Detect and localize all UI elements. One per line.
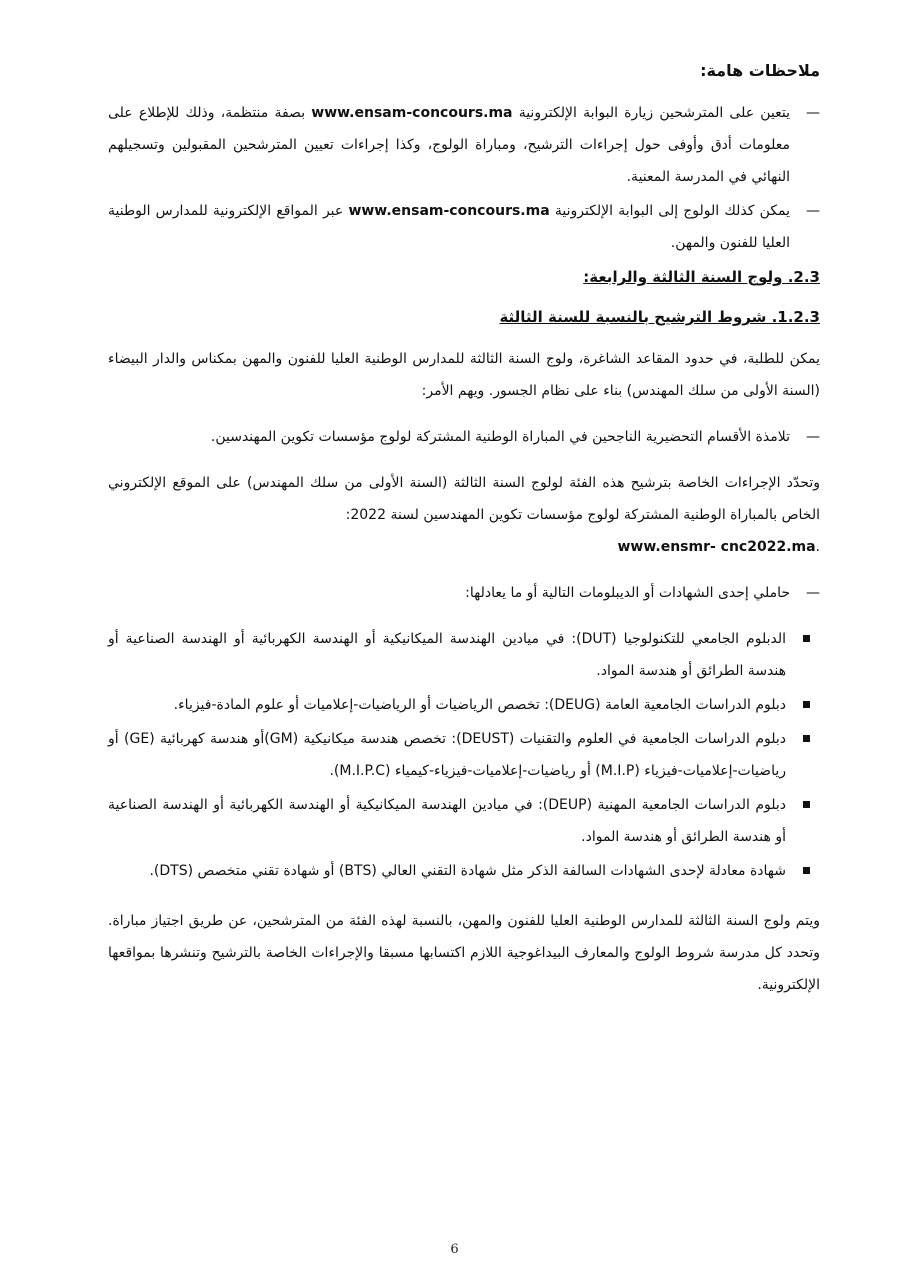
square-bullet <box>803 701 810 708</box>
candidate-item-diploma <box>108 577 820 609</box>
diploma-item-dut <box>108 623 814 687</box>
square-bullet <box>803 635 810 642</box>
note-text: يتعين على المترشحين زيارة البوابة الإلكترونية <box>512 105 790 121</box>
square-bullet <box>803 735 810 742</box>
diploma-text: دبلوم الدراسات الجامعية العامة (DEUG): تخصص الرياضيات أو الرياضيات-إعلاميات أو علوم المادة-فيزياء. <box>173 697 786 713</box>
closing-paragraph: ويتم ولوج السنة الثالثة للمدارس الوطنية العليا للفنون والمهن، بالنسبة لهذه الفئة من المترشحين، عن طريق اجتياز مباراة. وتحدد كل مدرسة شروط الولوج والمعارف البيداغوجية اللازم اكتسابها مسبقا والإجراءات الخاصة بالترشيح وتنشرها بمواقعها الإلكترونية. <box>108 913 820 993</box>
diploma-text: دبلوم الدراسات الجامعية المهنية (DEUP): في ميادين الهندسة الميكانيكية أو الهندسة الكهربائية أو الهندسة الصناعية أو هندسة الطرائق أو هندسة المواد. <box>108 797 786 845</box>
diploma-item-deup <box>108 789 814 853</box>
diploma-text: شهادة معادلة لإحدى الشهادات السالفة الذكر مثل شهادة التقني العالي (BTS) أو شهادة تقني متخصص (DTS). <box>149 863 786 879</box>
procedure-paragraph <box>108 467 820 563</box>
candidate-item-prep <box>108 421 820 453</box>
note-text: يمكن كذلك الولوج إلى البوابة الإلكترونية <box>549 203 790 219</box>
procedure-text: وتحدّد الإجراءات الخاصة بترشيح هذه الفئة لولوج السنة الثالثة (السنة الأولى من سلك المهندس) على الموقع الإلكتروني الخاص بالمباراة الوطنية المشتركة لولوج مؤسسات تكوين المهندسين لسنة 2022: <box>108 475 820 523</box>
note-item-portal-access <box>108 195 820 259</box>
dash-bullet: — <box>806 585 820 601</box>
item-text: حاملي إحدى الشهادات أو الديبلومات التالية أو ما يعادلها: <box>465 585 790 601</box>
document-page <box>108 55 820 1001</box>
diploma-item-equivalent <box>108 855 814 887</box>
dash-bullet: — <box>806 429 820 445</box>
page-number: 6 <box>450 1242 459 1257</box>
diploma-item-deug <box>108 689 814 721</box>
diploma-list <box>108 623 814 887</box>
subsection-title: 1.2.3. شروط الترشيح بالنسبة للسنة الثالثة <box>499 308 820 326</box>
notes-heading: ملاحظات هامة: <box>700 61 820 80</box>
section-title: 2.3. ولوج السنة الثالثة والرابعة: <box>583 268 820 286</box>
intro-paragraph: يمكن للطلبة، في حدود المقاعد الشاغرة، ولوج السنة الثالثة للمدارس الوطنية العليا للفنون والمهن بمكناس والدار البيضاء (السنة الأولى من سلك المهندس) بناء على نظام الجسور. ويهم الأمر: <box>108 351 820 399</box>
portal-link[interactable]: www.ensam-concours.ma <box>348 203 550 219</box>
procedure-end: . <box>815 539 820 555</box>
square-bullet <box>803 801 810 808</box>
note-text: بصفة منتظمة، وذلك للإطلاع على معلومات أدق وأوفى حول إجراءات الترشيح، ومباراة الولوج، وكذا إجراءات تعيين المترشحين المقبولين وتسجيلهم النهائي في المدرسة المعنية. <box>108 105 790 185</box>
diploma-text: الدبلوم الجامعي للتكنولوجيا (DUT): في ميادين الهندسة الميكانيكية أو الهندسة الكهربائية أو الهندسة الصناعية أو هندسة الطرائق أو هندسة المواد. <box>108 631 786 679</box>
note-text: عبر المواقع الإلكترونية للمدارس الوطنية العليا للفنون والمهن. <box>108 203 790 251</box>
diploma-text: دبلوم الدراسات الجامعية في العلوم والتقنيات (DEUST): تخصص هندسة ميكانيكية (GM)أو هندسة كهربائية (GE) أو رياضيات-إعلاميات-فيزياء (M.I.P) أو رياضيات-إعلاميات-فيزياء-كيمياء (M.I.P.C). <box>108 731 786 779</box>
portal-link[interactable]: www.ensam-concours.ma <box>311 105 513 121</box>
note-item-portal-visit <box>108 97 820 193</box>
item-text: تلامذة الأقسام التحضيرية الناجحين في المباراة الوطنية المشتركة لولوج مؤسسات تكوين المهندسين. <box>210 429 790 445</box>
cnc-link[interactable]: www.ensmr- cnc2022.ma <box>617 539 816 555</box>
square-bullet <box>803 867 810 874</box>
diploma-item-deust <box>108 723 814 787</box>
dash-bullet: — <box>806 203 820 219</box>
dash-bullet: — <box>806 105 820 121</box>
